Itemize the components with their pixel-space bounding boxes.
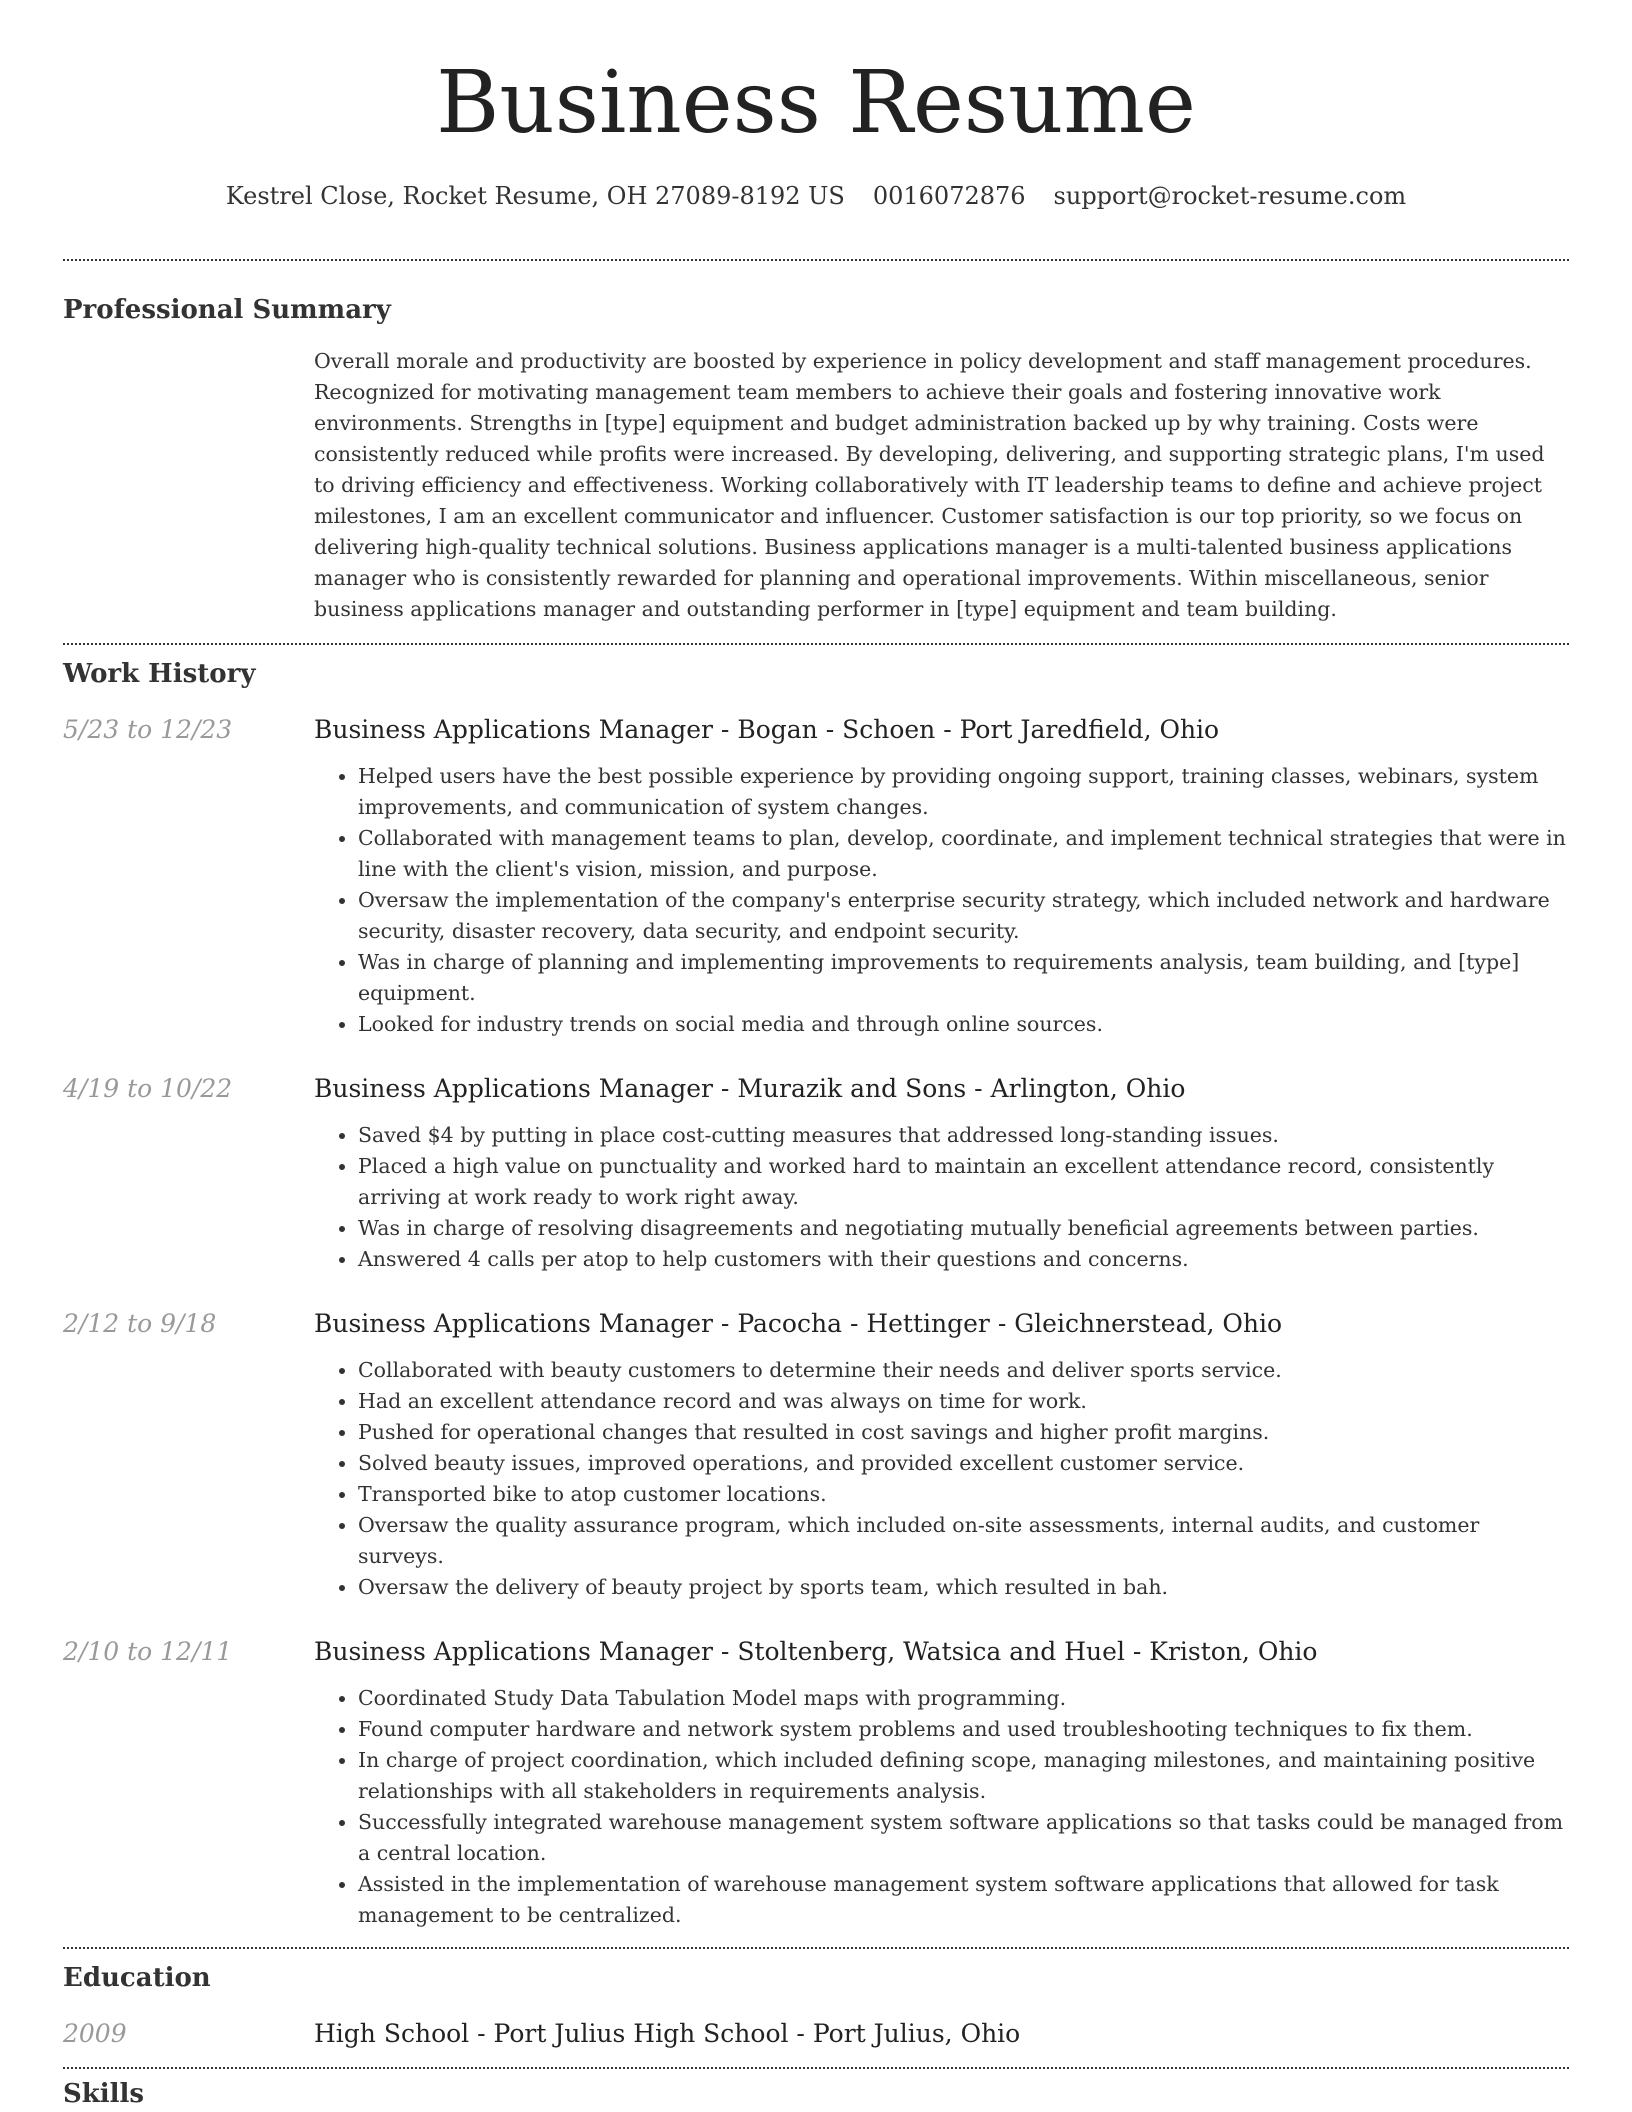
job-entry [63,713,1569,1040]
job-entry [63,1072,1569,1275]
resume-title: Business Resume [436,53,1196,153]
job-entry [63,1307,1569,1603]
job-bullet: • In charge of project coordination, which included defining scope, managing milestones, and maintaining positive relationships with all stakeholders in requirements analysis. [358,1745,1569,1807]
education-body [314,2017,1569,2051]
job-bullet: • Had an excellent attendance record and was always on time for work. [358,1386,1569,1417]
job-entry [63,1635,1569,1931]
job-bullets [314,1355,1569,1603]
work-history-heading: Work History [63,659,256,689]
job-bullets [314,761,1569,1040]
job-bullet: • Answered 4 calls per atop to help customers with their questions and concerns. [358,1244,1569,1275]
education-title: High School - Port Julius High School - Port Julius, Ohio [314,2019,1021,2048]
education-date: 2009 [63,2019,127,2048]
contact-address: Kestrel Close, Rocket Resume, OH 27089-8192 US [225,182,845,210]
job-bullet: • Collaborated with management teams to plan, develop, coordinate, and implement technical strategies that were in line with the client's vision, mission, and purpose. [358,823,1569,885]
job-dates: 4/19 to 10/22 [63,1074,233,1103]
job-body [314,1072,1569,1275]
job-bullet: • Pushed for operational changes that resulted in cost savings and higher profit margins. [358,1417,1569,1448]
job-bullet: • Coordinated Study Data Tabulation Model maps with programming. [358,1683,1569,1714]
job-title: Business Applications Manager - Stoltenberg, Watsica and Huel - Kriston, Ohio [314,1637,1318,1666]
job-bullet: • Found computer hardware and network system problems and used troubleshooting techniques to fix them. [358,1714,1569,1745]
job-bullet: • Helped users have the best possible experience by providing ongoing support, training classes, webinars, system improvements, and communication of system changes. [358,761,1569,823]
job-bullet: • Oversaw the quality assurance program, which included on-site assessments, internal audits, and customer surveys. [358,1510,1569,1572]
job-bullet: • Assisted in the implementation of warehouse management system software applications that allowed for task management to be centralized. [358,1869,1569,1931]
summary-text: Overall morale and productivity are boosted by experience in policy development and staff management procedures. Recognized for motivating management team members to achieve their goals and fostering innovative work environments. Strengths in [type] equipment and budget administration backed up by why training. Costs were consistently reduced while profits were increased. By developing, delivering, and supporting strategic plans, I'm used to driving efficiency and effectiveness. Working collaboratively with IT leadership teams to define and achieve project milestones, I am an excellent communicator and influencer. Customer satisfaction is our top priority, so we focus on delivering high-quality technical solutions. Business applications manager is a multi-talented business applications manager who is consistently rewarded for planning and operational improvements. Within miscellaneous, senior business applications manager and outstanding performer in [type] equipment and team building. [314,349,1545,621]
contact-email: support@rocket-resume.com [1053,182,1407,210]
job-bullet: • Collaborated with beauty customers to determine their needs and deliver sports service. [358,1355,1569,1386]
job-bullet: • Oversaw the implementation of the company's enterprise security strategy, which included network and hardware security, disaster recovery, data security, and endpoint security. [358,885,1569,947]
education-entry [63,2017,1569,2051]
job-dates: 5/23 to 12/23 [63,715,233,744]
contact-phone: 0016072876 [872,182,1026,210]
job-body [314,1307,1569,1603]
job-bullet: • Saved $4 by putting in place cost-cutting measures that addressed long-standing issues. [358,1120,1569,1151]
job-body [314,1635,1569,1931]
job-bullet: • Oversaw the delivery of beauty project by sports team, which resulted in bah. [358,1572,1569,1603]
job-bullets [314,1683,1569,1931]
section-divider [63,643,1569,645]
job-bullet: • Solved beauty issues, improved operations, and provided excellent customer service. [358,1448,1569,1479]
section-divider [63,259,1569,261]
job-title: Business Applications Manager - Pacocha - Hettinger - Gleichnerstead, Ohio [314,1309,1283,1338]
job-body [314,713,1569,1040]
section-divider [63,2067,1569,2069]
job-dates: 2/10 to 12/11 [63,1637,233,1666]
job-bullet: • Was in charge of planning and implementing improvements to requirements analysis, team building, and [type] equipment. [358,947,1569,1009]
education-heading: Education [63,1963,211,1993]
skills-heading: Skills [63,2079,145,2109]
job-bullet: • Placed a high value on punctuality and worked hard to maintain an excellent attendance record, consistently arriving at work ready to work right away. [358,1151,1569,1213]
job-dates: 2/12 to 9/18 [63,1309,217,1338]
job-bullet: • Looked for industry trends on social media and through online sources. [358,1009,1569,1040]
job-bullet: • Successfully integrated warehouse management system software applications so that tasks could be managed from a central location. [358,1807,1569,1869]
job-title: Business Applications Manager - Bogan - Schoen - Port Jaredfield, Ohio [314,715,1220,744]
section-divider [63,1947,1569,1949]
job-bullet: • Was in charge of resolving disagreements and negotiating mutually beneficial agreements between parties. [358,1213,1569,1244]
job-bullets [314,1120,1569,1275]
contact-line [63,180,1569,212]
job-bullet: • Transported bike to atop customer locations. [358,1479,1569,1510]
summary-heading: Professional Summary [63,295,391,325]
job-title: Business Applications Manager - Murazik and Sons - Arlington, Ohio [314,1074,1186,1103]
